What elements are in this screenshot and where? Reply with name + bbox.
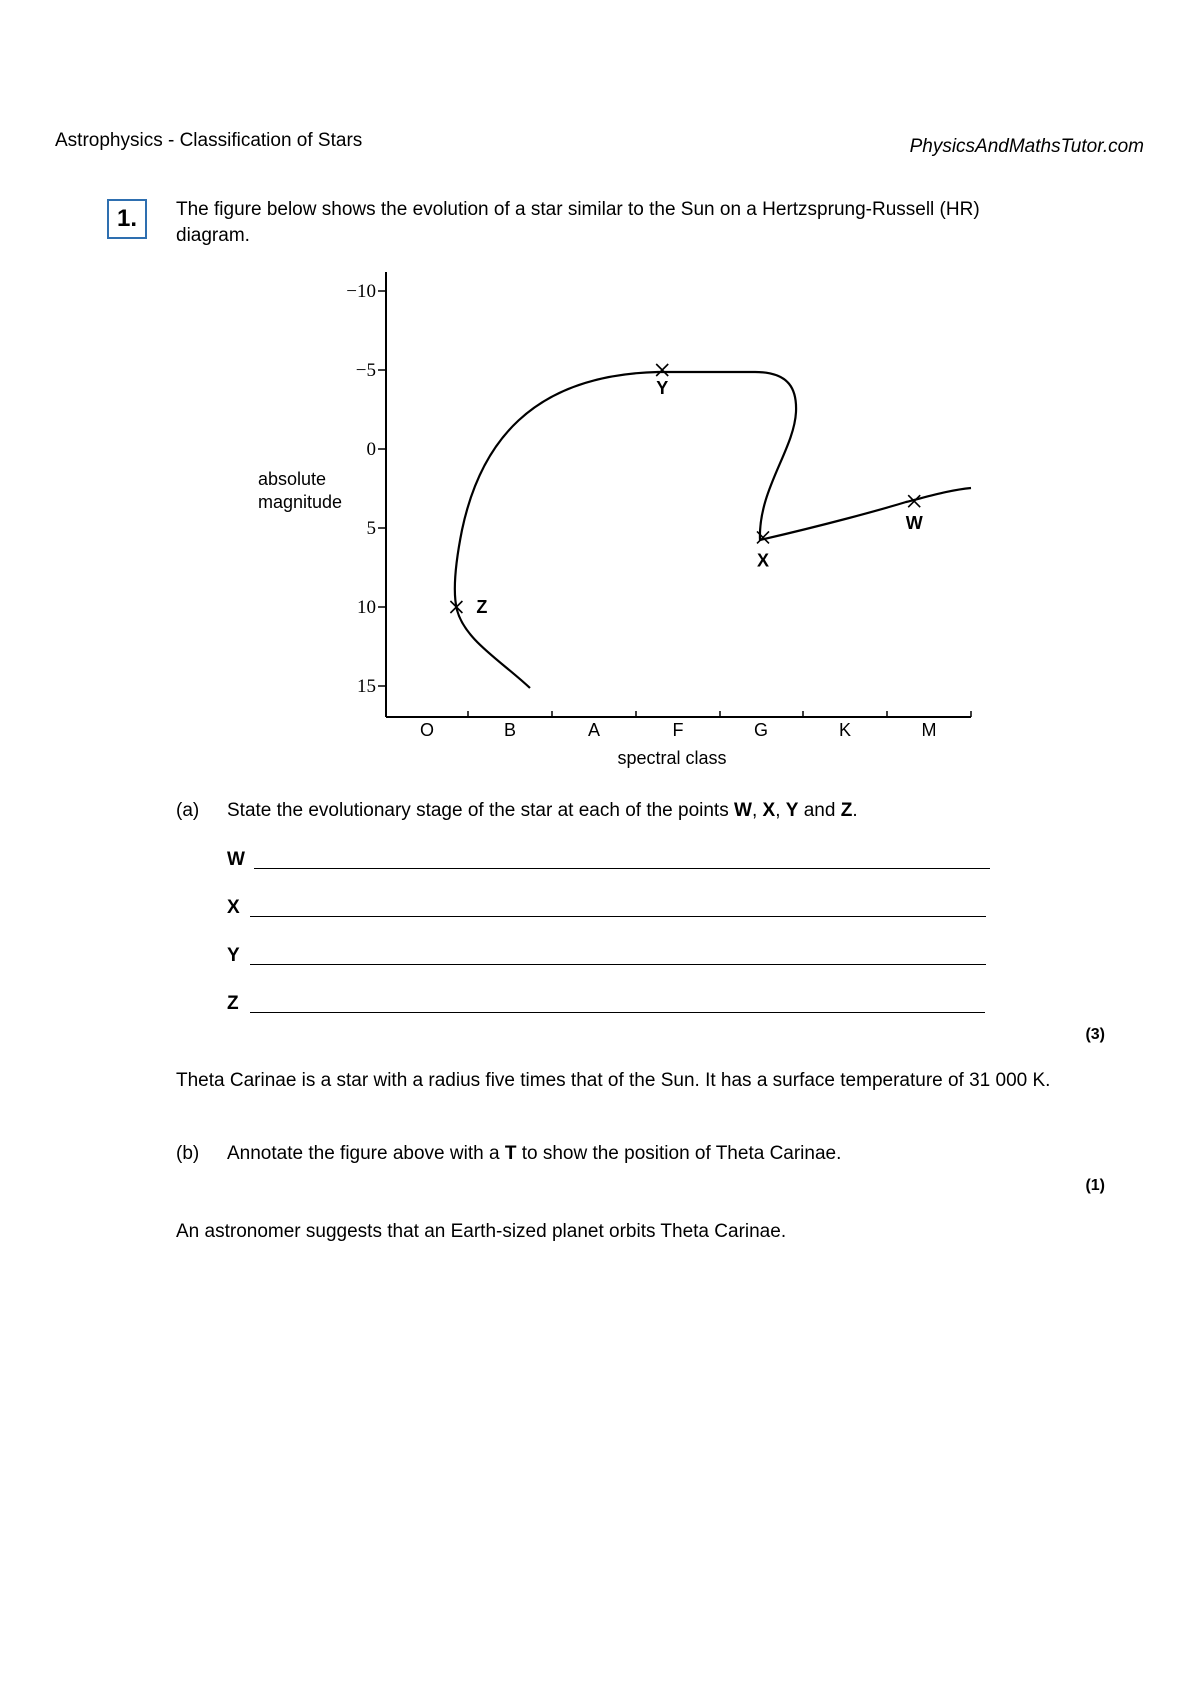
part-a-label: (a) [176, 800, 200, 821]
point-marker-y [656, 364, 668, 398]
evolution-track [455, 372, 971, 688]
y-tick-label: 10 [357, 597, 376, 618]
part-b-question: Annotate the figure above with a T to show the position of Theta Carinae. [227, 1143, 842, 1164]
y-axis-label-line2: magnitude [258, 492, 343, 512]
question-number: 1. [116, 205, 137, 232]
answer-label-w: W [227, 849, 245, 870]
answer-label-z: Z [227, 993, 239, 1014]
page-header-title: Astrophysics - Classification of Stars [55, 130, 363, 151]
answer-line-y[interactable] [250, 964, 986, 965]
part-a-marks: (3) [1085, 1026, 1105, 1043]
answer-line-x[interactable] [250, 916, 986, 917]
x-tick-label: F [672, 720, 684, 740]
answer-line-w[interactable] [254, 868, 990, 869]
part-b-marks: (1) [1085, 1177, 1105, 1194]
point-label-z: Z [476, 597, 488, 617]
y-tick-label: 15 [357, 676, 376, 697]
point-label-w: W [905, 513, 923, 534]
answer-label-y: Y [227, 945, 240, 966]
y-axis-label-line1: absolute [258, 469, 327, 489]
answer-label-x: X [227, 897, 240, 918]
theta-carinae-text: Theta Carinae is a star with a radius five times that of the Sun. It has a surface temperature of 31 000 K. [176, 1070, 1051, 1091]
x-axis-label: spectral class [617, 748, 727, 768]
x-tick-label: A [587, 720, 601, 740]
y-tick-label: −5 [355, 360, 376, 381]
part-b-label: (b) [176, 1143, 200, 1164]
x-tick-label: O [419, 720, 435, 740]
x-tick-label: B [503, 720, 517, 740]
point-label-y: Y [656, 378, 669, 398]
page-watermark: PhysicsAndMathsTutor.com [909, 136, 1144, 157]
y-tick-label: 0 [366, 439, 376, 460]
answer-line-z[interactable] [250, 1012, 985, 1013]
y-tick-label: 5 [366, 518, 376, 539]
y-tick-label: −10 [346, 281, 376, 302]
part-a-question: State the evolutionary stage of the star at each of the points W, X, Y and Z. [227, 800, 858, 821]
question-intro: The figure below shows the evolution of a star similar to the Sun on a Hertzsprung-Russell (HR) diagram. [176, 199, 980, 246]
x-tick-label: K [838, 720, 852, 740]
closing-text: An astronomer suggests that an Earth-sized planet orbits Theta Carinae. [176, 1221, 787, 1242]
x-tick-label: M [921, 720, 937, 740]
hr-diagram [0, 0, 1200, 780]
x-tick-label: G [753, 720, 769, 740]
point-label-x: X [756, 550, 770, 571]
